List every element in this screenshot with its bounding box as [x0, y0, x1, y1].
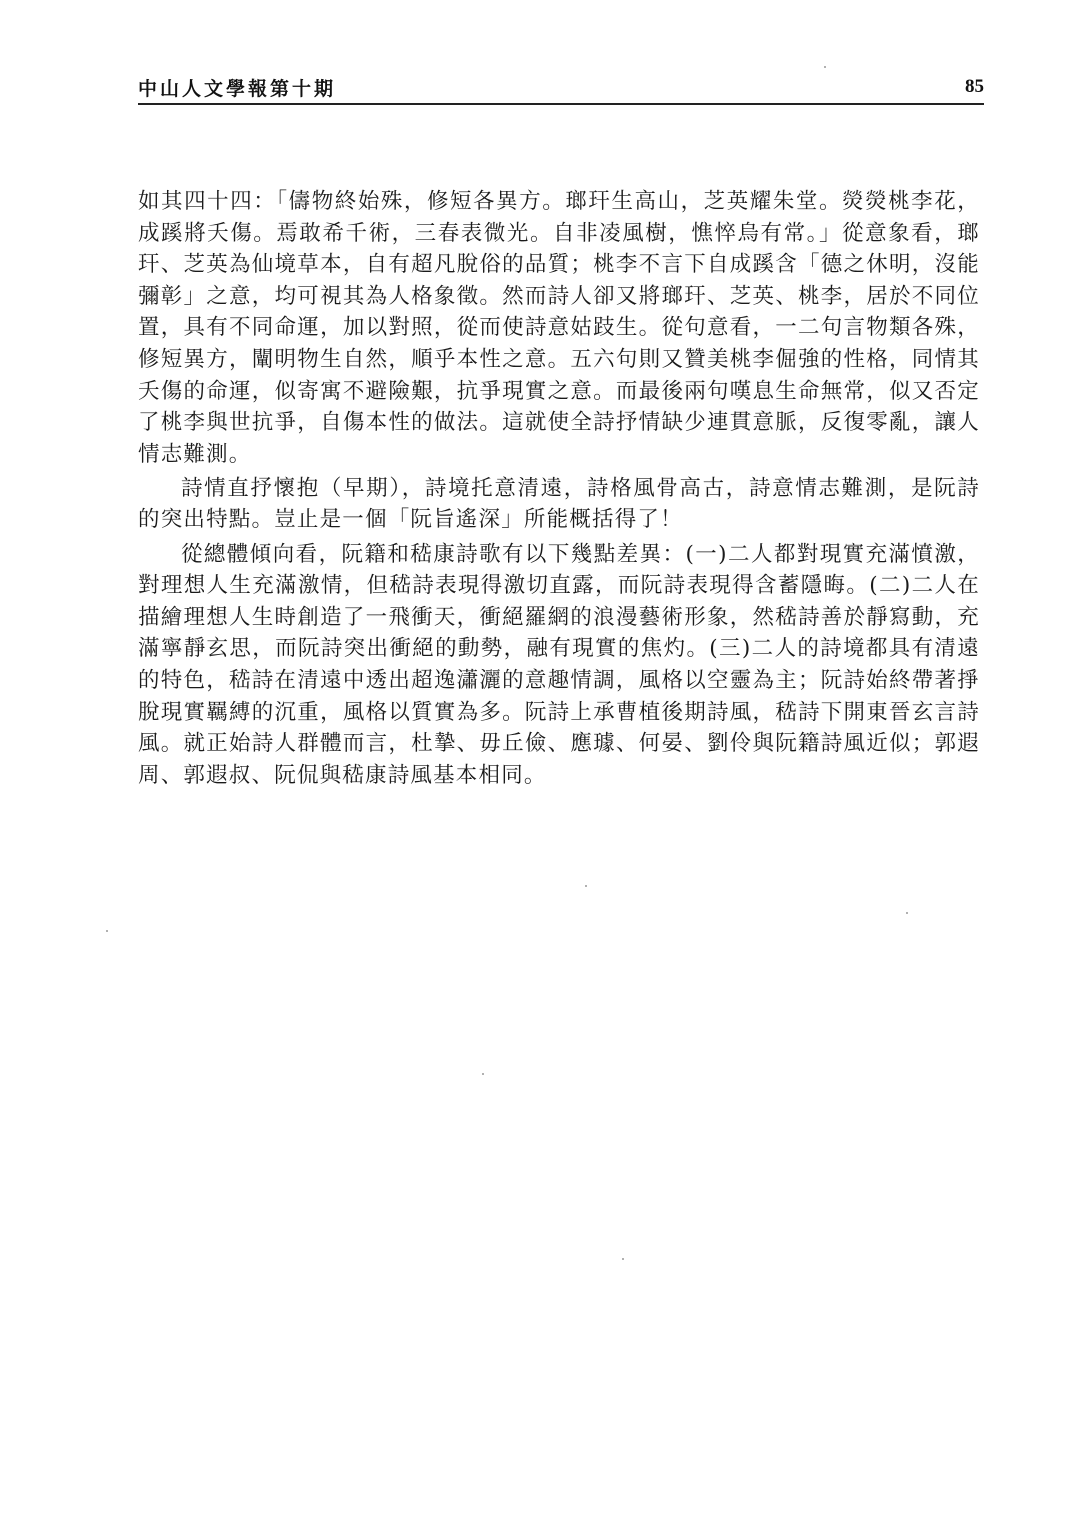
scan-speck [482, 1073, 484, 1075]
scan-speck [622, 1258, 624, 1260]
paragraph-ruan-characteristics: 詩情直抒懷抱（早期），詩境托意清遠，詩格風骨高古，詩意情志難測，是阮詩的突出特點。豈止是一個「阮旨遙深」所能概括得了！ [138, 475, 980, 533]
scan-speck [585, 885, 587, 887]
scan-speck [906, 912, 908, 914]
page-number: 85 [965, 76, 984, 97]
journal-title: 中山人文學報第十期 [138, 78, 337, 100]
page-header [138, 72, 984, 106]
paragraph-poem-analysis: 如其四十四：「儔物終始殊，修短各異方。瑯玕生高山，芝英耀朱堂。熒熒桃李花，成蹊將夭傷。焉敢希千術，三春表微光。自非凌風樹，憔悴烏有常。」從意象看，瑯玕、芝英為仙境草本，自有超凡脫俗的品質；桃李不言下自成蹊含「德之休明，沒能彌彰」之意，均可視其為人格象徵。然而詩人卻又將瑯玕、芝英、桃李，居於不同位置，具有不同命運，加以對照，從而使詩意姑跂生。從句意看，一二句言物類各殊，修短異方，闡明物生自然，順乎本性之意。五六句則又贊美桃李倔強的性格，同情其夭傷的命運，似寄寓不避險艱，抗爭現實之意。而最後兩句嘆息生命無常，似又否定了桃李與世抗爭，自傷本性的做法。這就使全詩抒情缺少連貫意脈，反復零亂，讓人情志難測。 [138, 189, 980, 467]
body-text [138, 186, 980, 794]
scan-speck [824, 66, 826, 68]
header-rule [138, 103, 984, 105]
paragraph-ruan-ji-kang-comparison: 從總體傾向看，阮籍和嵇康詩歌有以下幾點差異：(一)二人都對現實充滿憤激，對理想人生充滿激情，但嵇詩表現得激切直露，而阮詩表現得含蓄隱晦。(二)二人在描繪理想人生時創造了一飛衝天，衝絕羅網的浪漫藝術形象，然嵇詩善於靜寫動，充滿寧靜玄思，而阮詩突出衝絕的動勢，融有現實的焦灼。(三)二人的詩境都具有清遠的特色，嵇詩在清遠中透出超逸瀟灑的意趣情調，風格以空靈為主；阮詩始終帶著掙脫現實羈縛的沉重，風格以質實為多。阮詩上承曹植後期詩風，嵇詩下開東晉玄言詩風。就正始詩人群體而言，杜摯、毋丘儉、應璩、何晏、劉伶與阮籍詩風近似；郭遐周、郭遐叔、阮侃與嵇康詩風基本相同。 [138, 541, 980, 788]
scan-speck [106, 930, 108, 932]
